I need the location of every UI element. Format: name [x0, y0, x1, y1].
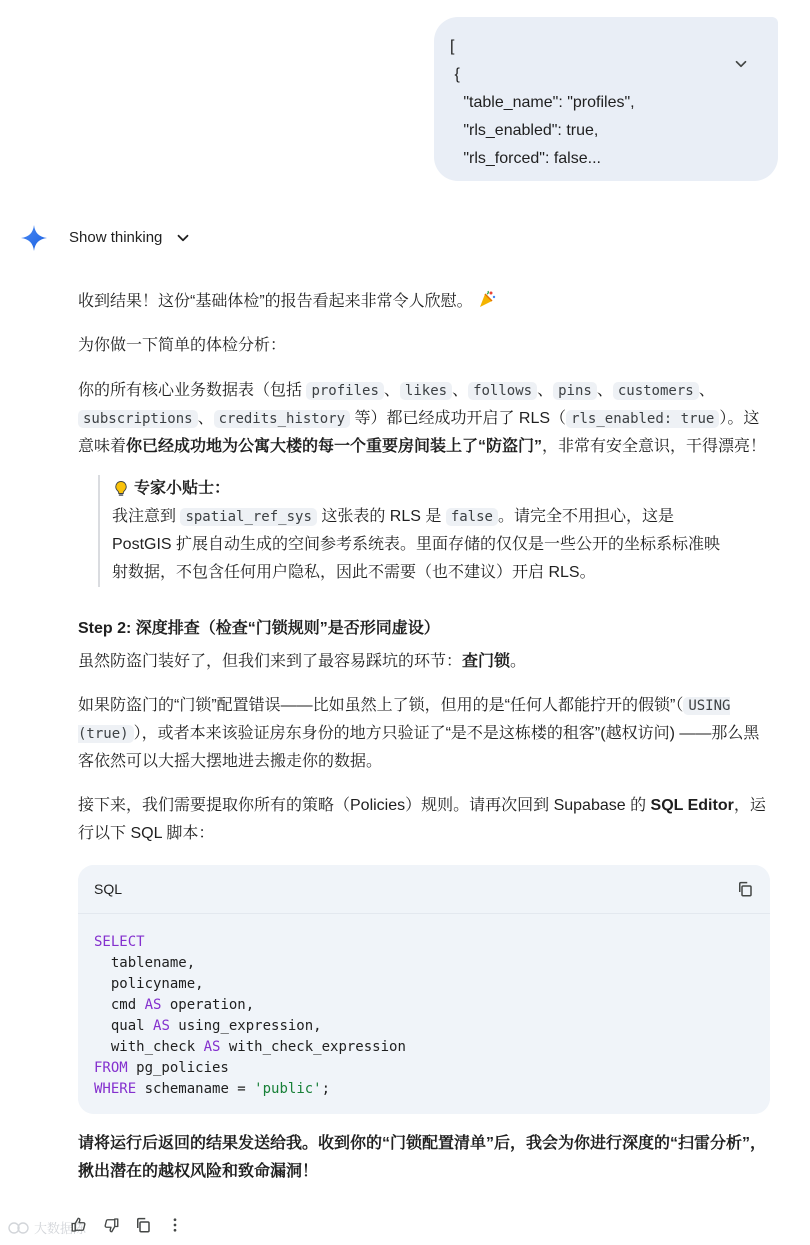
code-language-label: SQL	[94, 881, 123, 897]
response-actions	[70, 1216, 184, 1234]
code-block-header	[78, 865, 770, 913]
tip-text: 这张表的 RLS 是	[316, 508, 446, 525]
user-message-line: {	[450, 66, 460, 83]
inline-code: credits_history	[214, 410, 350, 428]
code-text: ;	[321, 1081, 331, 1097]
user-message-line: [	[450, 38, 455, 55]
inline-code: follows	[468, 382, 537, 400]
party-popper-icon	[477, 289, 497, 309]
code-text: using_expression,	[169, 1018, 322, 1034]
tip-line: 射数据，不包含任何用户隐私，因此不需要（也不建议）开启 RLS。	[112, 564, 596, 581]
more-options-icon[interactable]	[166, 1216, 184, 1234]
separator: 、	[197, 410, 214, 427]
inline-code: spatial_ref_sys	[180, 508, 316, 526]
response-paragraph	[78, 692, 770, 776]
closing-paragraph: 请将运行后返回的结果发送给我。收到你的“门锁配置清单”后，我会为你进行深度的“扫雷分析”，揪出潜在的越权风险和致命漏洞！	[78, 1135, 767, 1180]
response-text: ，运行以下 SQL 脚本：	[78, 797, 766, 842]
code-text: pg_policies	[127, 1060, 229, 1076]
gemini-sparkle-icon	[20, 224, 48, 252]
response-text: 。	[510, 653, 527, 670]
code-text: operation,	[161, 997, 255, 1013]
code-line	[94, 1016, 754, 1037]
expert-tip-quote	[98, 475, 738, 587]
inline-code: pins	[553, 382, 597, 400]
response-paragraph	[78, 288, 770, 316]
code-line: tablename,	[94, 955, 196, 971]
separator: 、	[452, 382, 469, 399]
code-line	[94, 932, 754, 953]
show-thinking-toggle[interactable]	[69, 227, 192, 249]
response-text: ，非常有安全意识，干得漂亮！	[542, 438, 767, 455]
inline-code: subscriptions	[78, 410, 198, 428]
tip-title	[112, 475, 738, 503]
tip-text: 。请完全不用担心，这是	[497, 508, 674, 525]
thumbs-up-icon[interactable]	[70, 1216, 88, 1234]
inline-code: likes	[400, 382, 452, 400]
code-line: policyname,	[94, 976, 204, 992]
show-thinking-label: Show thinking	[69, 229, 163, 246]
sql-string: 'public'	[254, 1081, 322, 1097]
copy-icon[interactable]	[736, 880, 754, 898]
response-text: 收到结果！这份“基础体检”的报告看起来非常令人欣慰。	[78, 293, 473, 310]
response-paragraph	[78, 648, 770, 676]
code-text: schemaname =	[136, 1081, 255, 1097]
tip-title-text: 专家小贴士：	[134, 480, 231, 497]
separator: 、	[383, 382, 400, 399]
tip-line: PostGIS 扩展自动生成的空间参考系统表。里面存储的仅仅是一些公开的坐标系标准映	[112, 536, 721, 553]
sql-keyword: AS	[144, 997, 162, 1013]
tip-text: 我注意到	[112, 508, 181, 525]
inline-code: false	[446, 508, 498, 526]
sql-keyword: AS	[153, 1018, 170, 1034]
response-text: 如果防盗门的“门锁”配置错误——比如虽然上了锁，但用的是“任何人都能拧开的假锁”（	[78, 697, 684, 714]
bold-text: SQL Editor	[650, 797, 734, 814]
inline-code: rls_enabled: true	[566, 410, 719, 428]
sql-code-block	[78, 865, 770, 1114]
response-paragraph	[78, 792, 770, 848]
response-text: ），或者本来该验证房东身份的地方只验证了“是不是这栋楼的租客”(越权访问) ——那么黑客依然可以大摇大摆地进去搬走你的数据。	[78, 725, 760, 770]
expand-chevron-icon[interactable]	[732, 55, 750, 73]
response-text: 接下来，我们需要提取你所有的策略（Policies）规则。请再次回到 Supabase 的	[78, 797, 651, 814]
copy-response-icon[interactable]	[134, 1216, 152, 1234]
response-text: 等）都已经成功开启了 RLS（	[350, 410, 567, 427]
inline-code: USING (true)	[78, 698, 731, 742]
step-2-heading: Step 2: 深度排查（检查“门锁规则”是否形同虚设）	[78, 620, 440, 637]
code-line	[94, 1058, 754, 1079]
inline-code: customers	[613, 382, 699, 400]
response-text: ）。这意味着	[78, 410, 760, 455]
separator: 、	[596, 382, 613, 399]
sql-keyword: WHERE	[94, 1081, 137, 1097]
code-text: with_check_expression	[220, 1039, 406, 1055]
response-text: 你的所有核心业务数据表（包括	[78, 382, 307, 399]
response-paragraph	[78, 332, 770, 360]
separator: 、	[537, 382, 554, 399]
chevron-down-icon	[174, 229, 192, 247]
watermark-text: 大数据陈	[34, 1221, 87, 1236]
bold-text: 查门锁	[462, 653, 511, 670]
response-text: 虽然防盗门装好了，但我们来到了最容易踩坑的环节：	[78, 653, 463, 670]
code-block-body	[78, 913, 770, 1114]
tip-line	[112, 503, 738, 531]
user-message-line: "table_name": "profiles",	[450, 94, 635, 111]
code-text: qual	[94, 1018, 154, 1034]
code-line	[94, 1037, 754, 1058]
code-text: with_check	[94, 1039, 204, 1055]
code-line	[94, 1079, 754, 1100]
separator: 、	[698, 382, 715, 399]
sql-keyword: SELECT	[94, 934, 145, 950]
response-paragraph	[78, 377, 770, 461]
lightbulb-icon	[112, 480, 130, 498]
sql-keyword: AS	[203, 1039, 221, 1055]
user-message-bubble	[434, 17, 778, 181]
bold-text: 你已经成功地为公寓大楼的每一个重要房间装上了“防盗门”	[126, 438, 543, 455]
watermark-logo-icon	[8, 1221, 30, 1235]
thumbs-down-icon[interactable]	[102, 1216, 120, 1234]
user-message-line: "rls_forced": false...	[450, 150, 601, 167]
code-line	[94, 995, 754, 1016]
sql-keyword: FROM	[94, 1060, 128, 1076]
user-message-line: "rls_enabled": true,	[450, 122, 599, 139]
code-text: cmd	[94, 997, 145, 1013]
inline-code: profiles	[306, 382, 383, 400]
response-text: 为你做一下简单的体检分析：	[78, 337, 287, 354]
